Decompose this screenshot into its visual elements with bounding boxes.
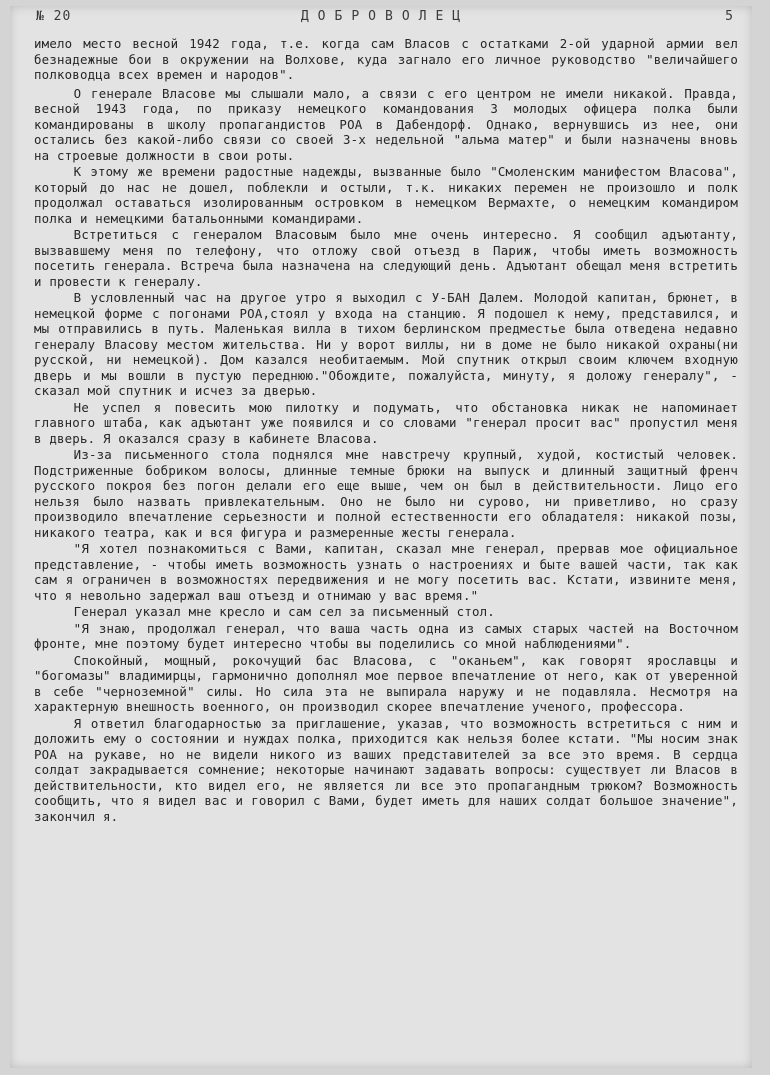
- paragraph: Генерал указал мне кресло и сам сел за письменный стол.: [73, 604, 495, 619]
- paragraph: Не успел я повесить мою пилотку и подумать, что обстановка никак не напоминает главного штаба, как адъютант уже появился и со словами "генерал просит вас" пропустил меня в дверь. Я оказался сразу в кабинете Власова.: [34, 399, 738, 446]
- periodical-title: ДОБРОВОЛЕЦ: [300, 9, 470, 24]
- document-page: [10, 6, 752, 1068]
- paragraph: Я ответил благодарностью за приглашение, указав, что возможность встретиться с ним и доложить ему о состоянии и нуждах полка, приходится как нельзя более кстати. "Мы носим знак РОА на рукаве, но не видели никого из ваших представителей за все это время. В сердца солдат закрадывается сомнение; некоторые начинают задавать вопросы: существует ли Власов в действительности, кто видел его, не является ли все это пропагандным трюком? Возможность сообщить, что я видел вас и говорил с Вами, будет иметь для наших солдат большое значение", закончил я.: [34, 715, 738, 824]
- paragraph: Спокойный, мощный, рокочущий бас Власова, с "оканьем", как говорят ярославцы и "богомазы" владимирцы, гармонично дополнял мое первое впечатление от него, как от уверенной в себе "черноземной" силы. Но сила эта не выпирала наружу и не подавляла. Несмотря на характерную внешность военного, он производил скорее впечатление ученого, профессора.: [34, 652, 738, 714]
- page-number: 5: [725, 9, 734, 24]
- issue-number: № 20: [36, 9, 72, 24]
- page-header: [36, 6, 734, 28]
- paragraph: Встретиться с генералом Власовым было мне очень интересно. Я сообщил адъютанту, вызвавшему меня по телефону, что отложу свой отъезд в Париж, чтобы иметь возможность посетить генерала. Встреча была назначена на следующий день. Адъютант обещал меня встретить и провести к генералу.: [34, 227, 738, 289]
- paragraph: "Я знаю, продолжал генерал, что ваша часть одна из самых старых частей на Восточном фронте, мне поэтому будет интересно чтобы вы поделились со мной наблюдениями".: [34, 620, 738, 651]
- paragraph: К этому же времени радостные надежды, вызванные было "Смоленским манифестом Власова", который до нас не дошел, поблекли и остыли, т.к. никаких перемен не произошло и полк продолжал оставаться изолированным островком в немецком Вермахте, о немецким командиром полка и немецкими батальонными командирами.: [34, 164, 738, 226]
- paragraph: имело место весной 1942 года, т.е. когда сам Власов с остатками 2-ой ударной армии вел безнадежные бои в окружении на Волхове, куда загнало его личное руководство "величайшего полководца всех времен и народов".: [34, 36, 738, 82]
- paragraph: О генерале Власове мы слышали мало, а связи с его центром не имели никакой. Правда, весной 1943 года, по приказу немецкого командования 3 молодых офицера полка были командированы в школу пропагандистов РОА в Дабендорф. Однако, вернувшись из нее, они остались без какой-либо связи со своей 3-х недельной "альма матер" и были назначены вновь на строевые должности в свои роты.: [34, 85, 738, 163]
- paragraph: В условленный час на другое утро я выходил с У-БАН Далем. Молодой капитан, брюнет, в немецкой форме с погонами РОА,стоял у входа на станцию. Я подошел к нему, представился, и мы отправились в путь. Маленькая вилла в тихом берлинском предместье была отведена недавно генералу Власову местом жительства. Ни у ворот виллы, ни в доме не было никакой охраны(ни русской, ни немецкой). Дом казался необитаемым. Мой спутник открыл своим ключем входную дверь и мы вошли в пустую переднюю."Обождите, пожалуйста, минуту, я доложу генералу", - сказал мой спутник и исчез за дверью.: [34, 290, 738, 398]
- article-body: [34, 36, 738, 825]
- paragraph: "Я хотел познакомиться с Вами, капитан, сказал мне генерал, прервав мое официальное представление, - чтобы иметь возможность узнать о настроениях и быте вашей части, так как сам я ограничен в возможностях передвижения и не могу посетить вас. Кстати, извините меня, что я невольно задержал ваш отъезд и отнимаю у вас время.": [34, 541, 738, 603]
- paragraph: Из-за письменного стола поднялся мне навстречу крупный, худой, костистый человек. Подстриженные бобриком волосы, длинные темные брюки на выпуск и длинный защитный френч русского покроя без погон делали его еще выше, чем он был в действительности. Лицо его нельзя было назвать привлекательным. Оно не было ни суровo, ни приветливо, но сразу производило впечатление серьезности и полной естественности его обладателя: никакой позы, никакого театра, как и вся фигура и размеренные жесты генерала.: [34, 447, 738, 540]
